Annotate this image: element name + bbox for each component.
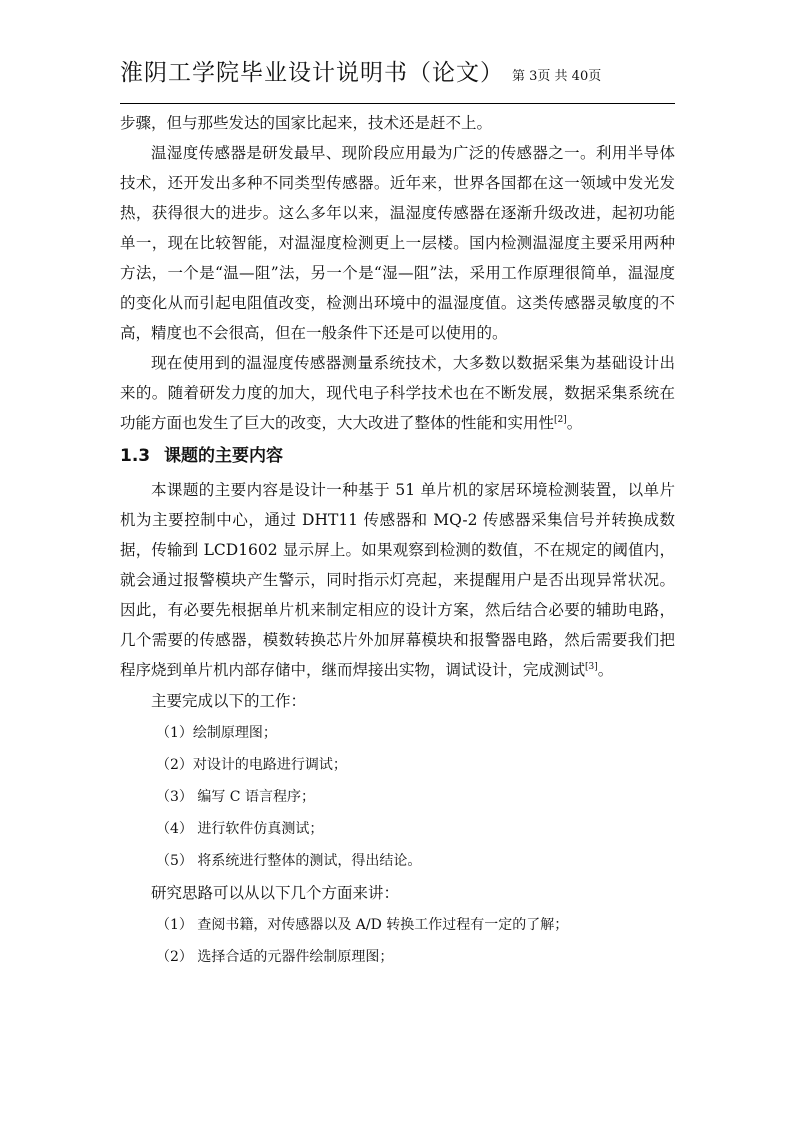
research-list-item: （1） 查阅书籍，对传感器以及 A/D 转换工作过程有一定的了解； bbox=[156, 917, 569, 933]
paragraph-measurement-system bbox=[120, 348, 675, 438]
work-list-item: （1）绘制原理图； bbox=[156, 725, 277, 741]
work-list-item: （3） 编写 C 语言程序； bbox=[156, 789, 315, 805]
paragraph-text: 本课题的主要内容是设计一种基于 51 单片机的家居环境检测装置，以单片机为主要控制中心，通过 DHT11 传感器和 MQ-2 传感器采集信号并转换成数据，传输到 LCD1602 显示屏上。如果观察到检测的数值，不在规定的阈值内，就会通过报警模块产生警示，同时指示灯亮起，来提醒用户是否出现异常状况。因此，有必要先根据单片机来制定相应的设计方案，然后结合必要的辅助电路，几个需要的传感器，模数转换芯片外加屏幕模块和报警器电路，然后需要我们把程序烧到单片机内部存储中，继而焊接出实物，调试设计，完成测试 bbox=[120, 481, 675, 679]
section-title: 课题的主要内容 bbox=[164, 446, 283, 466]
research-list-item: （2） 选择合适的元器件绘制原理图； bbox=[156, 949, 394, 965]
section-number: 1.3 bbox=[120, 446, 151, 466]
citation-ref: [3] bbox=[585, 662, 598, 672]
work-list-intro: 主要完成以下的工作： bbox=[151, 692, 307, 710]
page-number: 第 3页 共 40页 bbox=[512, 69, 602, 84]
document-body bbox=[120, 108, 675, 973]
paragraph-continued: 步骤，但与那些发达的国家比起来，技术还是赶不上。 bbox=[120, 114, 493, 132]
paragraph-end: 。 bbox=[597, 661, 614, 679]
header-rule bbox=[120, 103, 675, 104]
citation-ref: [2] bbox=[554, 415, 567, 425]
paragraph-end: 。 bbox=[566, 414, 583, 432]
page-header bbox=[120, 54, 675, 90]
work-list-item: （2）对设计的电路进行调试； bbox=[156, 757, 347, 773]
paragraph-sensor-history: 温湿度传感器是研发最早、现阶段应用最为广泛的传感器之一。利用半导体技术，还开发出多种不同类型传感器。近年来，世界各国都在这一领域中发光发热，获得很大的进步。这么多年以来，温湿度传感器在逐渐升级改进，起初功能单一，现在比较智能，对温湿度检测更上一层楼。国内检测温湿度主要采用两种方法，一个是“温—阻”法，另一个是“湿—阻”法，采用工作原理很简单，温湿度的变化从而引起电阻值改变，检测出环境中的温湿度值。这类传感器灵敏度的不高，精度也不会很高，但在一般条件下还是可以使用的。 bbox=[120, 144, 675, 342]
research-list-intro: 研究思路可以从以下几个方面来讲： bbox=[151, 884, 400, 902]
paragraph-text: 现在使用到的温湿度传感器测量系统技术，大多数以数据采集为基础设计出来的。随着研发力度的加大，现代电子科学技术也在不断发展，数据采集系统在功能方面也发生了巨大的改变，大大改进了整体的性能和实用性 bbox=[120, 354, 675, 432]
section-heading bbox=[120, 438, 675, 475]
paragraph-main-content bbox=[120, 475, 675, 685]
work-list-item: （4） 进行软件仿真测试； bbox=[156, 821, 324, 837]
document-title: 淮阴工学院毕业设计说明书（论文） bbox=[120, 60, 504, 86]
work-list-item: （5） 将系统进行整体的测试，得出结论。 bbox=[156, 853, 422, 869]
